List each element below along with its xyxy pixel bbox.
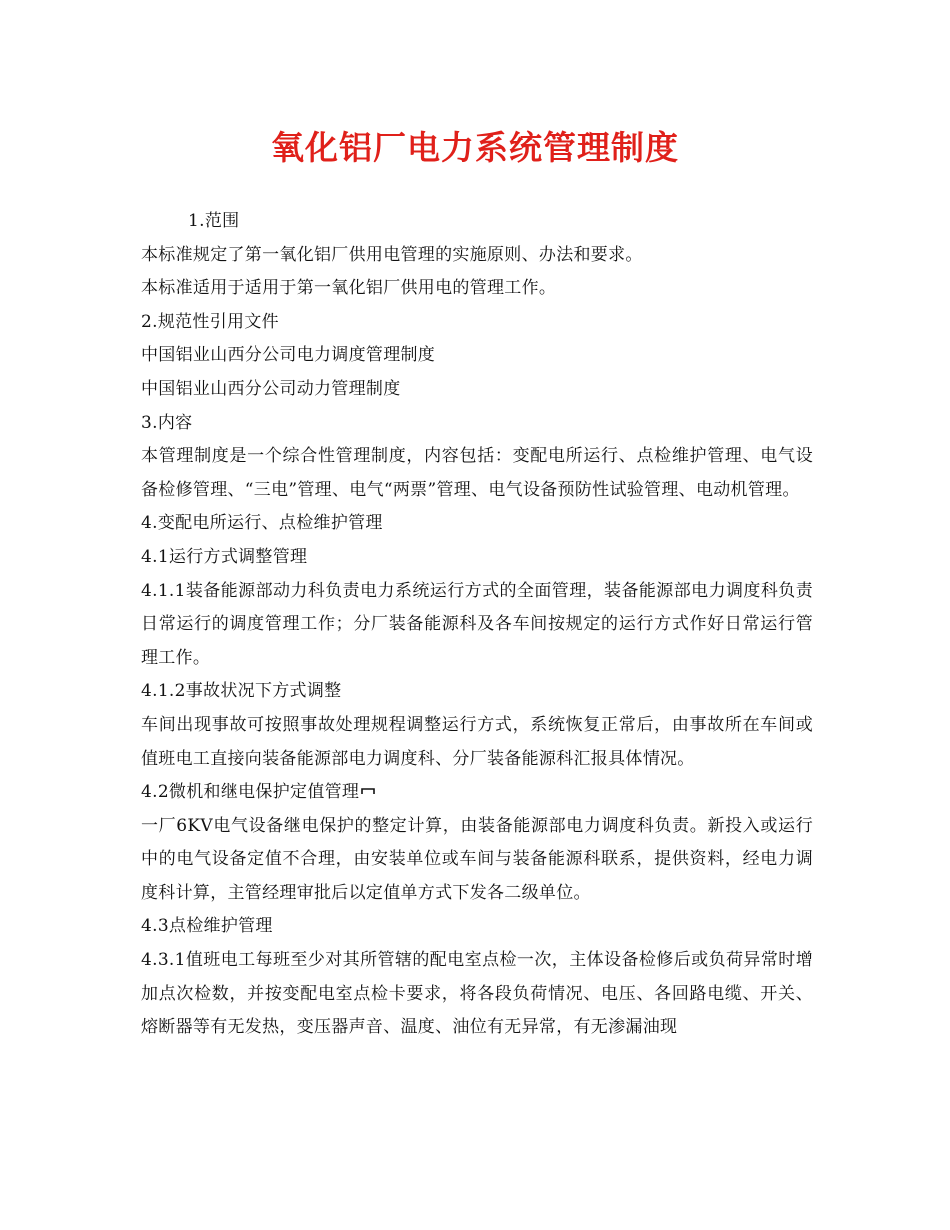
paragraph: 中国铝业山西分公司电力调度管理制度	[141, 345, 436, 366]
section-heading-substation: 4.变配电所运行、点检维护管理	[141, 513, 383, 534]
paragraph: 4.3.1值班电工每班至少对其所管辖的配电室点检一次，主体设备检修后或负荷异常时增加点次检数，并按变配电室点检卡要求，将各段负荷情况、电压、各回路电缆、开关、熔断器等有无发热，变压器声音、温度、油位有无异常，有无渗漏油现	[141, 950, 813, 1038]
edit-mark-icon	[361, 787, 375, 795]
subsection-heading: 4.3点检维护管理	[141, 916, 273, 937]
paragraph: 一厂6KV电气设备继电保护的整定计算，由装备能源部电力调度科负责。新投入或运行中的电气设备定值不合理，由安装单位或车间与装备能源科联系，提供资料，经电力调度科计算，主管经理审批后以定值单方式下发各二级单位。	[141, 815, 813, 903]
section-heading-references: 2.规范性引用文件	[141, 311, 279, 332]
paragraph: 本标准规定了第一氧化铝厂供用电管理的实施原则、办法和要求。	[141, 244, 643, 265]
paragraph: 本标准适用于适用于第一氧化铝厂供用电的管理工作。	[141, 278, 557, 299]
subsection-heading: 4.1.2事故状况下方式调整	[141, 681, 342, 702]
paragraph: 中国铝业山西分公司动力管理制度	[141, 378, 401, 399]
subsection-heading-with-mark	[141, 776, 813, 810]
document-title: 氧化铝厂电力系统管理制度	[271, 128, 679, 167]
subsection-heading: 4.1运行方式调整管理	[141, 546, 308, 567]
paragraph: 车间出现事故可按照事故处理规程调整运行方式，系统恢复正常后，由事故所在车间或值班电工直接向装备能源部电力调度科、分厂装备能源科汇报具体情况。	[141, 714, 813, 769]
section-heading-content: 3.内容	[141, 412, 193, 433]
section-heading-scope: 1.范围	[188, 211, 240, 231]
paragraph: 4.1.1装备能源部动力科负责电力系统运行方式的全面管理，装备能源部电力调度科负责日常运行的调度管理工作；分厂装备能源科及各车间按规定的运行方式作好日常运行管理工作。	[141, 580, 813, 668]
subsection-heading-text: 4.2微机和继电保护定值管理	[141, 782, 360, 803]
document-body	[141, 205, 813, 1045]
paragraph: 本管理制度是一个综合性管理制度，内容包括：变配电所运行、点检维护管理、电气设备检修管理、“三电”管理、电气“两票”管理、电气设备预防性试验管理、电动机管理。	[141, 446, 813, 500]
